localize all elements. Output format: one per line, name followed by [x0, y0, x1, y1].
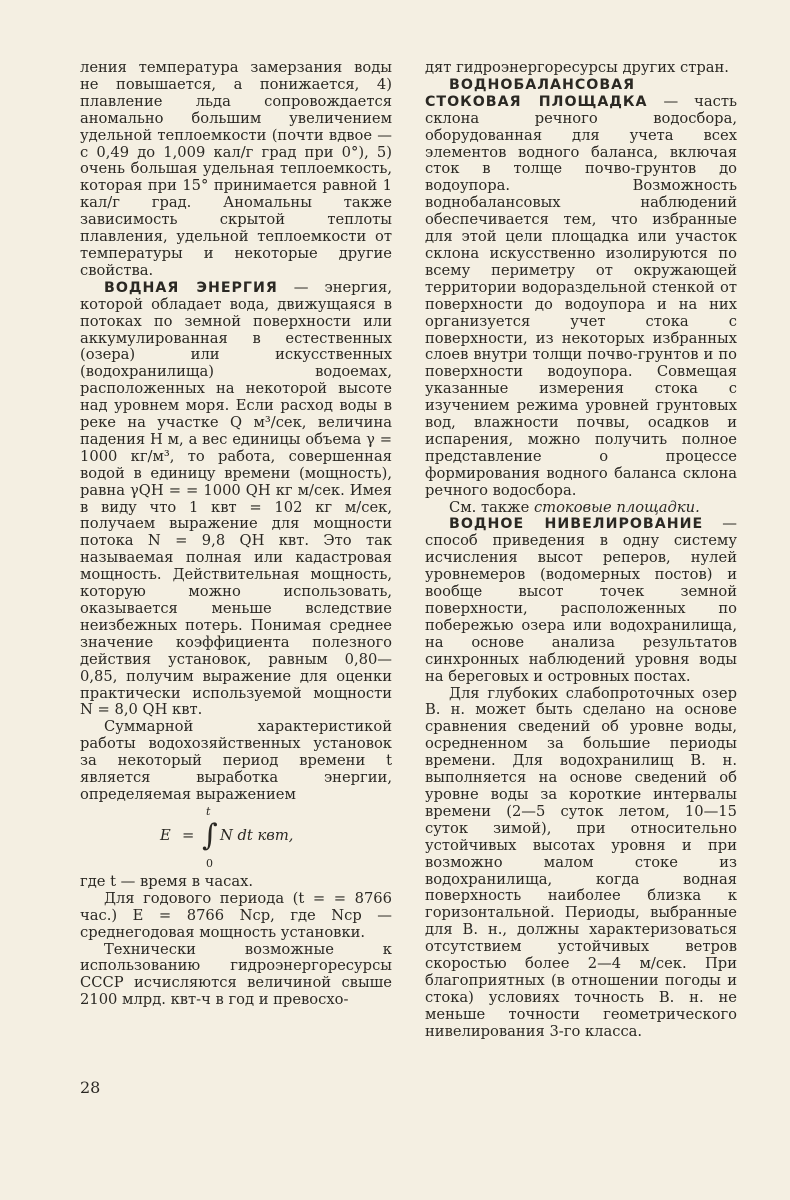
paragraph-time-note: где t — время в часах. — [80, 872, 254, 890]
entry-text: — энергия, которой обладает вода, движущаяся в потоках по земной поверхности или аккумулированная в естественных (озера) или искусственных (водохранилища) водоемах, расположенных на некоторой высоте над уровнем моря. Если расход воды в реке на участке Q м³/сек, величина падения H м, а вес единицы объема γ = 1000 кг/м³, то работа, совершенная водой в единицу времени (мощность), равна γQH = = 1000 QH кг м/сек. Имея в виду что 1 квт = 102 кг м/сек, получаем выражение для мощности потока N = 9,8 QH квт. Это так называемая полная или кадастровая мощность. Действительная мощность, которую можно использовать, оказывается меньше вследствие неизбежных потерь. Понимая среднее значение коэффициента полезного действия установок, равным 0,80— 0,85, получим выражение для оценки практически используемой мощности N = 8,0 QH квт. — [80, 278, 392, 719]
entry-text: — способ приведения в одну систему исчисления высот реперов, нулей уровнемеров (водомерных постов) и вообще высот точек земной поверхности, расположенных по побережью озера или водохранилища, на основе анализа результатов синхронных наблюдений уровня воды на береговых и островных постах. — [425, 515, 737, 685]
entry-runoff-plot — [425, 77, 737, 500]
right-column — [425, 60, 737, 1041]
entry-text: — часть склона речного водосбора, оборудованная для учета всех элементов водного баланса, включая сток в толще почво-грунтов до водоупора. Возможность воднобалансовых наблюдений обеспечивается тем, что избранные для этой цели площадка или участок склона искусственно изолируются по всему периметру от окружающей территории водораздельной стенкой от поверхности до водоупора и на них организуется учет стока с поверхности, из некоторых избранных слоев внутри толщи почво-грунтов и по поверхности водоупора. Совмещая указанные измерения стока с изучением режима уровней грунтовых вод, влажности почвы, осадков и испарения, можно получить полное представление о процессе формирования водного баланса склона речного водосбора. — [425, 92, 738, 499]
continued-paragraph: ления температура замерзания воды не повышается, а понижается, 4) плавление льда сопровождается аномально большим увеличением удельной теплоемкости (почти вдвое — с 0,49 до 1,009 кал/г град при 0°), 5) очень большая удельная теплоемкость, которая при 15° принимается равной 1 кал/г град. Аномальны также зависимость скрытой теплоты плавления, удельной теплоемкости от температуры и некоторые другие свойства. — [80, 59, 392, 279]
paragraph-summary: Суммарной характеристикой работы водохозяйственных установок за некоторый период времени t является выработка энергии, определяемая выражением — [80, 718, 392, 803]
paragraph-annual: Для годового периода (t = = 8766 час.) E = 8766 Nср, где Nср — среднегодовая мощность установки. — [80, 889, 392, 941]
continued-paragraph: дят гидроэнергоресурсы других стран. — [425, 59, 729, 76]
formula-lhs: E — [160, 826, 171, 844]
entry-term: ВОДНАЯ ЭНЕРГИЯ — [104, 279, 278, 296]
integral-sign: ∫ — [202, 817, 218, 853]
see-also — [425, 500, 737, 517]
see-also-link[interactable]: стоковые площадки. — [533, 498, 700, 516]
formula-upper-limit: t — [206, 804, 211, 818]
page-number: 28 — [80, 1078, 101, 1097]
entry-water-energy — [80, 280, 392, 720]
paragraph-resources: Технически возможные к использованию гидроэнергоресурсы СССР исчисляются величиной свыше 2100 млрд. квт-ч в год и превосхо- — [80, 940, 392, 1009]
entry-water-leveling — [425, 516, 737, 685]
see-also-prefix: См. также — [449, 498, 534, 516]
entry-term: ВОДНОЕ НИВЕЛИРОВАНИЕ — [449, 516, 704, 533]
formula-body: N dt квт, — [220, 826, 294, 844]
energy-formula — [80, 806, 392, 870]
entry-term: ВОДНОБАЛАНСОВАЯ СТОКОВАЯ ПЛОЩАДКА — [425, 76, 648, 110]
paragraph-lakes: Для глубоких слабопроточных озер В. н. может быть сделано на основе сравнения сведений об уровне воды, осредненном за большие периоды времени. Для водохранилищ В. н. выполняется на основе сведений об уровне воды за короткие интервалы времени (2—5 суток летом, 10—15 суток зимой), при относительно устойчивых высотах уровня и при возможно малом стоке из водохранилища, когда водная поверхность наиболее близка к горизонтальной. Периоды, выбранные для В. н., должны характеризоваться отсутствием устойчивых ветров скоростью более 2—4 м/сек. При благоприятных (в отношении погоды и стока) условиях точность В. н. не меньше точности геометрического нивелирования 3-го класса. — [425, 684, 737, 1040]
formula-lower-limit: 0 — [206, 856, 213, 870]
left-column — [80, 60, 392, 1009]
formula-equals: = — [182, 826, 195, 844]
